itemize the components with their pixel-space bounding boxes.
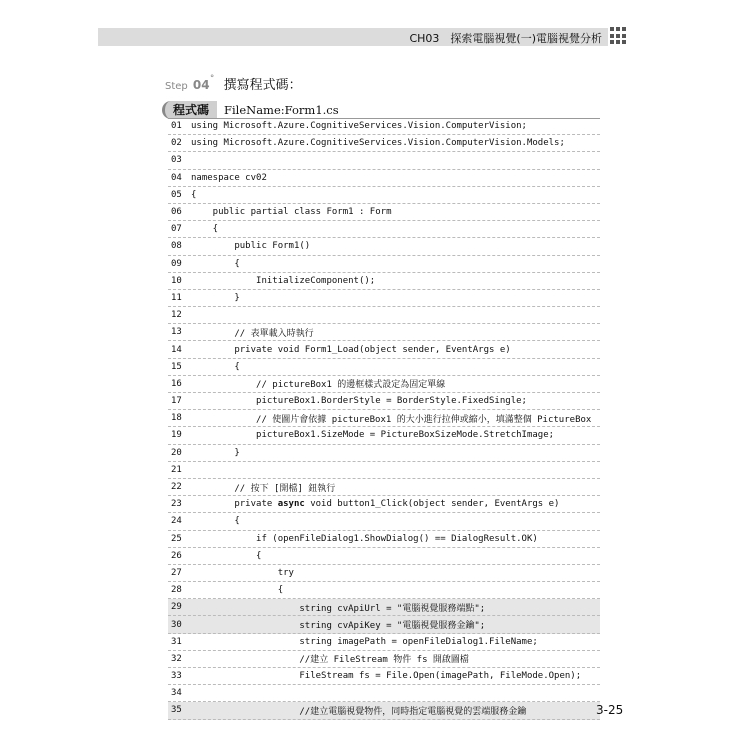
line-number: 16 bbox=[171, 378, 182, 389]
code-text: string cvApiKey = "電腦視覺服務金鑰"; bbox=[191, 621, 486, 632]
code-text: { bbox=[191, 361, 240, 372]
line-number: 27 bbox=[171, 567, 182, 578]
code-text: { bbox=[191, 189, 197, 200]
line-number: 28 bbox=[171, 585, 182, 596]
code-line bbox=[168, 170, 600, 187]
line-number: 17 bbox=[171, 396, 182, 407]
code-line bbox=[168, 204, 600, 221]
step-tick-icon: ˚ bbox=[209, 74, 215, 86]
code-text: { bbox=[191, 224, 219, 235]
line-number: 04 bbox=[171, 172, 182, 183]
line-number: 34 bbox=[171, 688, 182, 699]
code-text: // 按下 [開檔] 鈕執行 bbox=[191, 483, 336, 494]
code-text: // 表單載入時執行 bbox=[191, 328, 314, 339]
line-number: 31 bbox=[171, 636, 182, 647]
code-line bbox=[168, 634, 600, 651]
code-line bbox=[168, 118, 600, 135]
line-number: 29 bbox=[171, 602, 182, 613]
line-number: 15 bbox=[171, 361, 182, 372]
code-text: pictureBox1.SizeMode = PictureBoxSizeMode.StretchImage; bbox=[191, 430, 555, 441]
step-heading bbox=[165, 74, 302, 93]
line-number: 21 bbox=[171, 464, 182, 475]
line-number: 30 bbox=[171, 619, 182, 630]
line-number: 13 bbox=[171, 327, 182, 338]
code-text: string imagePath = openFileDialog1.FileName; bbox=[191, 636, 538, 647]
chapter-title: CH03 探索電腦視覺(一)電腦視覺分析 bbox=[409, 32, 602, 45]
code-text: //建立電腦視覺物件，同時指定電腦視覺的雲端服務金鑰 bbox=[191, 706, 527, 717]
code-text: // pictureBox1 的邊框樣式設定為固定單線 bbox=[191, 380, 446, 391]
code-text: InitializeComponent(); bbox=[191, 275, 376, 286]
line-number: 01 bbox=[171, 121, 182, 132]
code-text: { bbox=[191, 585, 284, 596]
line-number: 03 bbox=[171, 155, 182, 166]
code-line bbox=[168, 376, 600, 393]
code-text: public Form1() bbox=[191, 241, 311, 252]
step-number: 04 bbox=[192, 78, 210, 92]
code-text: FileStream fs = File.Open(imagePath, FileMode.Open); bbox=[191, 671, 582, 682]
line-number: 06 bbox=[171, 207, 182, 218]
code-label: 程式碼 bbox=[162, 101, 217, 119]
line-number: 02 bbox=[171, 138, 182, 149]
line-number: 19 bbox=[171, 430, 182, 441]
line-number: 33 bbox=[171, 671, 182, 682]
code-line bbox=[168, 565, 600, 582]
line-number: 20 bbox=[171, 447, 182, 458]
code-text: } bbox=[191, 292, 240, 303]
code-line bbox=[168, 651, 600, 668]
code-line bbox=[168, 702, 600, 719]
code-text: namespace cv02 bbox=[191, 172, 267, 183]
code-line bbox=[168, 324, 600, 341]
line-number: 05 bbox=[171, 189, 182, 200]
code-line bbox=[168, 616, 600, 633]
line-number: 14 bbox=[171, 344, 182, 355]
step-title: 撰寫程式碼： bbox=[223, 78, 302, 93]
code-line bbox=[168, 290, 600, 307]
line-number: 11 bbox=[171, 292, 182, 303]
line-number: 12 bbox=[171, 310, 182, 321]
line-number: 09 bbox=[171, 258, 182, 269]
code-line bbox=[168, 479, 600, 496]
code-line bbox=[168, 393, 600, 410]
code-text: private async void button1_Click(object sender, EventArgs e) bbox=[191, 499, 560, 510]
code-text: } bbox=[191, 447, 240, 458]
code-text: pictureBox1.BorderStyle = BorderStyle.FixedSingle; bbox=[191, 396, 527, 407]
line-number: 22 bbox=[171, 482, 182, 493]
code-line bbox=[168, 668, 600, 685]
step-word: Step bbox=[165, 81, 188, 92]
line-number: 26 bbox=[171, 550, 182, 561]
code-line bbox=[168, 273, 600, 290]
code-line bbox=[168, 685, 600, 702]
line-number: 10 bbox=[171, 275, 182, 286]
code-line bbox=[168, 496, 600, 513]
code-line bbox=[168, 410, 600, 427]
code-line bbox=[168, 548, 600, 565]
grid-icon bbox=[610, 27, 628, 45]
code-line bbox=[168, 462, 600, 479]
line-number: 32 bbox=[171, 653, 182, 664]
code-line bbox=[168, 359, 600, 376]
code-line bbox=[168, 256, 600, 273]
code-text: try bbox=[191, 567, 294, 578]
file-name: FileName:Form1.cs bbox=[224, 103, 339, 117]
code-text: //建立 FileStream 物件 fs 開啟圖檔 bbox=[191, 655, 469, 666]
code-line bbox=[168, 531, 600, 548]
line-number: 35 bbox=[171, 705, 182, 716]
page-number: 3-25 bbox=[596, 703, 624, 717]
code-line bbox=[168, 513, 600, 530]
code-line bbox=[168, 238, 600, 255]
code-keyword: async bbox=[277, 499, 305, 510]
line-number: 24 bbox=[171, 516, 182, 527]
code-line bbox=[168, 599, 600, 616]
code-text: using Microsoft.Azure.CognitiveServices.Vision.ComputerVision.Models; bbox=[191, 138, 565, 149]
line-number: 25 bbox=[171, 533, 182, 544]
line-number: 08 bbox=[171, 241, 182, 252]
line-number: 23 bbox=[171, 499, 182, 510]
code-text: if (openFileDialog1.ShowDialog() == DialogResult.OK) bbox=[191, 533, 538, 544]
line-number: 07 bbox=[171, 224, 182, 235]
code-line bbox=[168, 445, 600, 462]
code-text: { bbox=[191, 516, 240, 527]
code-line bbox=[168, 135, 600, 152]
code-text: // 使圖片會依據 pictureBox1 的大小進行拉伸或縮小，填滿整個 PictureBox bbox=[191, 414, 592, 425]
code-text: { bbox=[191, 550, 262, 561]
code-text: public partial class Form1 : Form bbox=[191, 207, 392, 218]
line-number: 18 bbox=[171, 413, 182, 424]
code-line bbox=[168, 187, 600, 204]
code-line bbox=[168, 427, 600, 444]
code-text: using Microsoft.Azure.CognitiveServices.Vision.ComputerVision; bbox=[191, 121, 527, 132]
code-text: { bbox=[191, 258, 240, 269]
code-line bbox=[168, 221, 600, 238]
code-text: private void Form1_Load(object sender, EventArgs e) bbox=[191, 344, 511, 355]
code-line bbox=[168, 307, 600, 324]
code-line bbox=[168, 152, 600, 169]
code-text: string cvApiUrl = "電腦視覺服務端點"; bbox=[191, 603, 486, 614]
code-listing bbox=[168, 118, 600, 720]
code-line bbox=[168, 582, 600, 599]
code-line bbox=[168, 341, 600, 358]
